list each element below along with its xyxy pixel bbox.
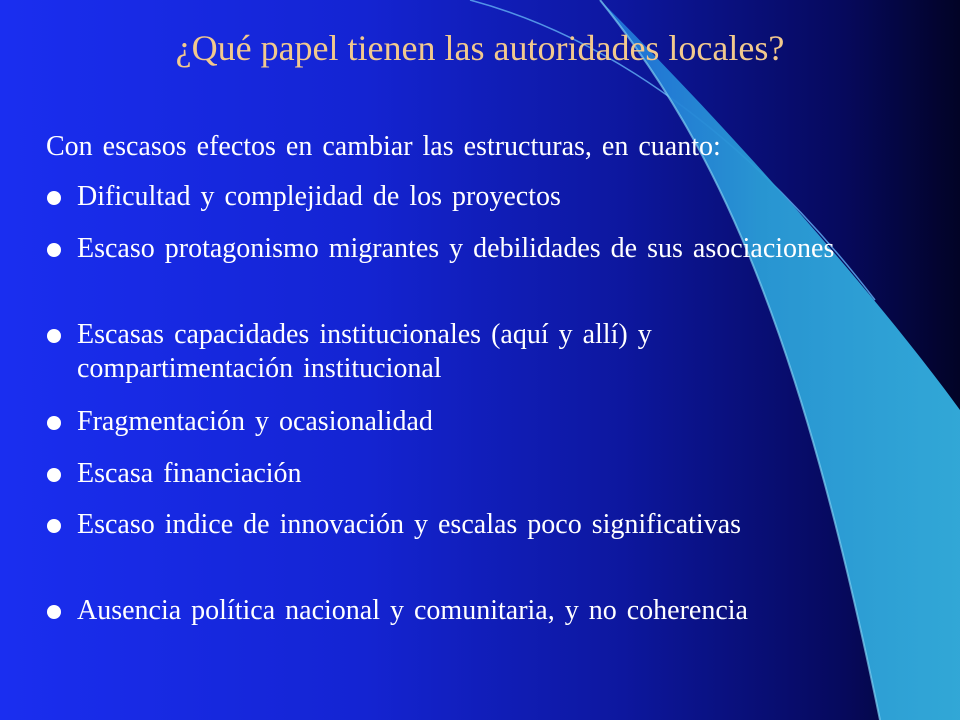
bullet-dot-icon	[47, 329, 61, 343]
list-item	[46, 318, 876, 386]
bullet-text: Escaso protagonismo migrantes y debilidades de sus asociaciones	[77, 233, 835, 264]
intro-text: Con escasos efectos en cambiar las estructuras, en cuanto:	[46, 131, 721, 162]
list-item	[46, 405, 876, 439]
list-item	[46, 594, 876, 628]
list-item	[46, 457, 876, 491]
bullet-text: Escasa financiación	[77, 458, 302, 489]
list-item	[46, 232, 876, 266]
bullet-dot-icon	[47, 191, 61, 205]
bullet-text: Dificultad y complejidad de los proyectos	[77, 181, 561, 212]
bullet-dot-icon	[47, 243, 61, 257]
bullet-text: Escaso indice de innovación y escalas poco significativas	[77, 509, 742, 540]
list-item	[46, 180, 876, 214]
bullet-text: Ausencia política nacional y comunitaria, y no coherencia	[77, 595, 748, 626]
bullet-dot-icon	[47, 605, 61, 619]
bullet-dot-icon	[47, 416, 61, 430]
bullet-dot-icon	[47, 468, 61, 482]
bullet-text: Escasas capacidades institucionales (aquí y allí) y compartimentación institucional	[77, 319, 652, 384]
bullet-text: Fragmentación y ocasionalidad	[77, 406, 433, 437]
slide-title: ¿Qué papel tienen las autoridades locales?	[175, 28, 785, 68]
list-item	[46, 508, 876, 542]
bullet-dot-icon	[47, 519, 61, 533]
